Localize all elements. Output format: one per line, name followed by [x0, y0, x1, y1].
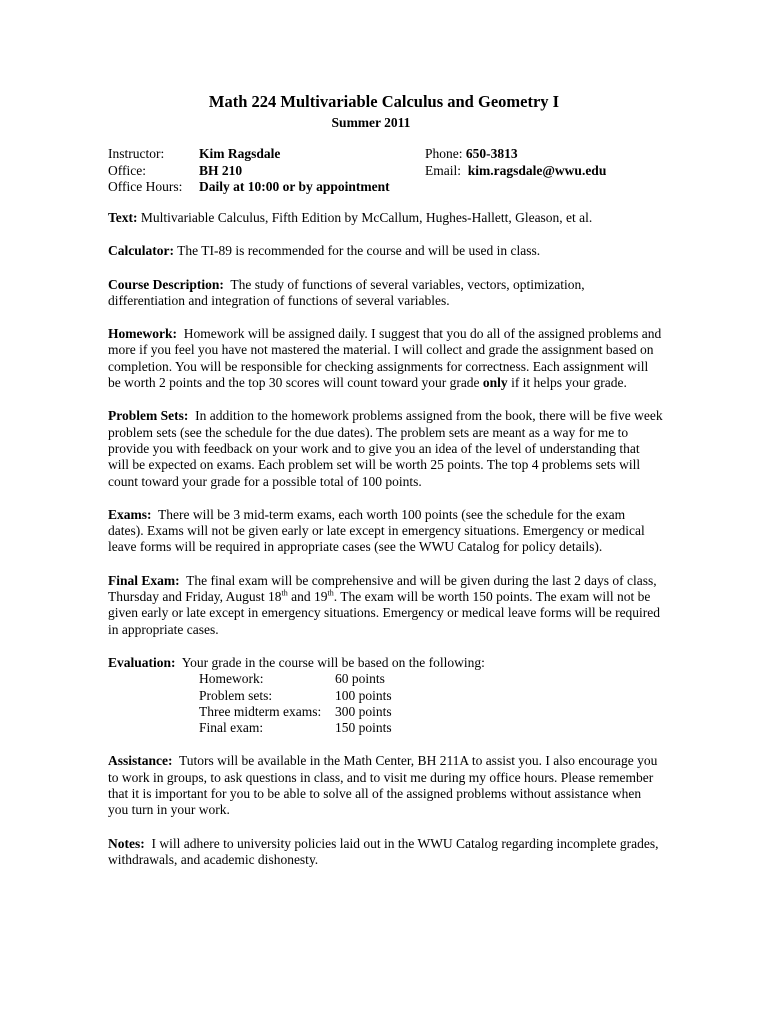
evaluation-item: Homework: [199, 671, 264, 687]
calculator-label: Calculator: [108, 243, 174, 259]
office-label: Office: [108, 162, 146, 178]
evaluation-row [199, 704, 663, 720]
syllabus-body [108, 210, 663, 885]
section-notes [108, 836, 663, 869]
section-calculator [108, 243, 663, 259]
problem-sets-label: Problem Sets: [108, 408, 189, 424]
evaluation-points: 100 points [335, 687, 392, 703]
calculator-body: The TI-89 is recommended for the course and will be used in class. [177, 243, 541, 259]
office-hours: Daily at 10:00 or by appointment [199, 179, 390, 194]
info-row-instructor [108, 146, 668, 163]
homework-label: Homework: [108, 326, 177, 342]
section-text [108, 210, 663, 226]
assistance-label: Assistance: [108, 753, 173, 769]
info-row-hours [108, 179, 668, 196]
homework-emphasis: only [482, 375, 508, 391]
final-exam-sup-2: th [327, 588, 334, 598]
evaluation-points: 60 points [335, 671, 385, 687]
exams-label: Exams: [108, 506, 152, 522]
text-body: Multivariable Calculus, Fifth Edition by McCallum, Hughes-Hallett, Gleason, et al. [140, 210, 593, 225]
course-description-body: The study of functions of several variables, vectors, optimization, differentiation and integration of functions of several variables. [108, 276, 585, 308]
evaluation-label: Evaluation: [108, 654, 176, 670]
section-final-exam [108, 573, 663, 638]
evaluation-points: 150 points [335, 720, 392, 736]
text-label: Text: [108, 210, 138, 225]
instructor-info [108, 146, 668, 196]
notes-body: I will adhere to university policies laid out in the WWU Catalog regarding incomplete grades, withdrawals, and academic dishonesty. [108, 835, 659, 867]
assistance-body: Tutors will be available in the Math Center, BH 211A to assist you. I also encourage you to work in groups, to ask questions in class, and to visit me during my office hours. Please remember that it is important for you to be able to solve all of the assigned problems without assistance when you turn in your work. [108, 753, 658, 818]
course-description-label: Course Description: [108, 276, 224, 292]
final-exam-label: Final Exam: [108, 572, 180, 588]
email-address: kim.ragsdale@wwu.edu [467, 162, 607, 178]
section-problem-sets [108, 408, 663, 489]
phone-label: Phone: [425, 146, 463, 161]
office-hours-label: Office Hours: [108, 179, 183, 194]
evaluation-item: Three midterm exams: [199, 703, 322, 719]
info-row-office [108, 163, 668, 180]
section-evaluation [108, 655, 663, 736]
evaluation-item: Final exam: [199, 720, 264, 736]
final-exam-body-3: . The exam will be worth 150 points. The exam will not be given early or late except in emergency situations. Emergency or medical leave forms will be required in appropriate cases. [108, 589, 661, 637]
section-assistance [108, 753, 663, 818]
final-exam-body: The final exam will be comprehensive and will be given during the last 2 days of class, Thursday and Friday, August 18 [108, 572, 657, 605]
term-subtitle: Summer 2011 [331, 115, 411, 130]
evaluation-body: Your grade in the course will be based on the following: [181, 654, 485, 670]
evaluation-row [199, 720, 663, 736]
evaluation-row [199, 671, 663, 687]
homework-body-end: if it helps your grade. [507, 375, 627, 391]
email-field [425, 163, 606, 180]
evaluation-table [199, 671, 663, 736]
instructor-label: Instructor: [108, 146, 165, 161]
homework-body: Homework will be assigned daily. I suggest that you do all of the assigned problems and more if you feel you have not mastered the material. I will collect and grade the assignment based on completion. You will be responsible for checking assignments for correctness. Each assignment will be worth 2 points and the top 30 scores will count toward your grade [108, 326, 662, 391]
phone-number: 650-3813 [465, 146, 518, 161]
evaluation-item: Problem sets: [199, 687, 273, 703]
evaluation-row [199, 688, 663, 704]
document-title: Math 224 Multivariable Calculus and Geometry I [208, 92, 560, 111]
evaluation-points: 300 points [335, 703, 392, 719]
notes-label: Notes: [108, 835, 145, 851]
section-exams [108, 507, 663, 556]
phone-field [425, 146, 518, 163]
final-exam-sup-1: th [281, 588, 288, 598]
final-exam-body-2: and 19 [287, 589, 328, 605]
exams-body: There will be 3 mid-term exams, each worth 100 points (see the schedule for the exam dates). Exams will not be given early or late except in emergency situations. Emergency or medical leave forms will be required in appropriate cases (see the WWU Catalog for policy details). [108, 506, 645, 555]
problem-sets-body: In addition to the homework problems assigned from the book, there will be five week problem sets (see the schedule for the due dates). The problem sets are meant as a way for me to provide you with feedback on your work and to give you an idea of the level of understanding that will be expected on exams. Each problem set will be worth 25 points. The top 4 problems sets will count toward your grade for a possible total of 100 points. [108, 408, 663, 489]
office-location: BH 210 [199, 162, 243, 178]
instructor-name: Kim Ragsdale [199, 146, 281, 161]
email-label: Email: [425, 162, 461, 178]
section-course-description [108, 277, 663, 310]
section-homework [108, 326, 663, 391]
